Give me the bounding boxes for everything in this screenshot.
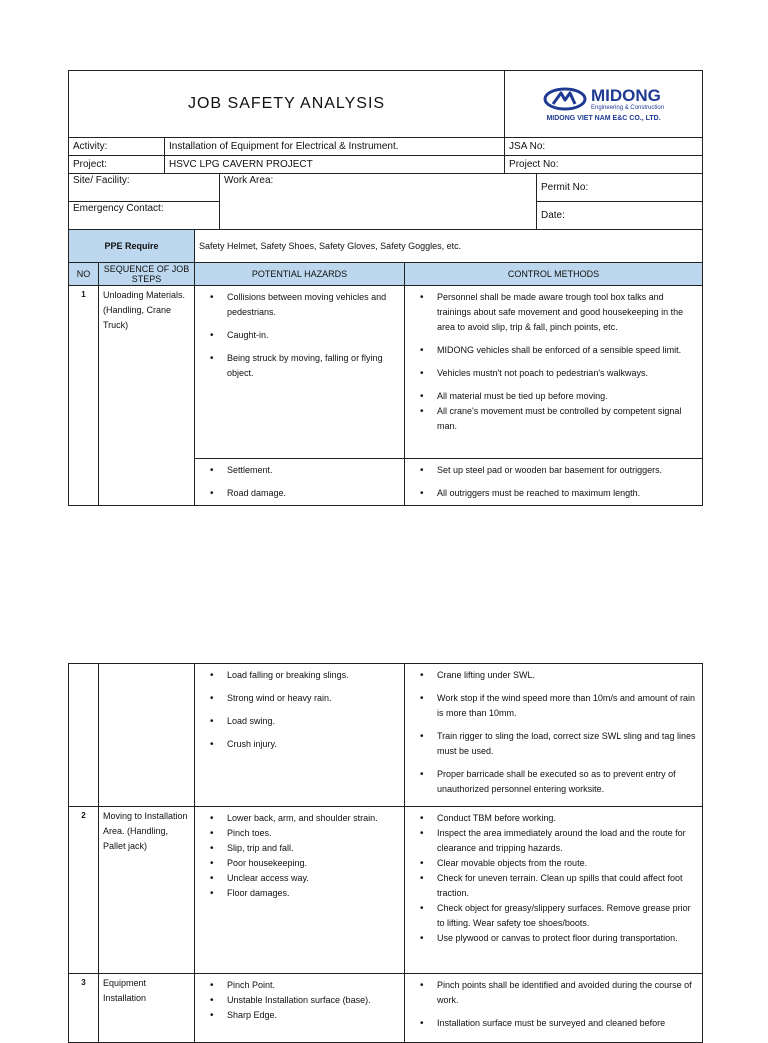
hazard-item: • Caught-in.	[199, 328, 400, 343]
hazards-cell	[195, 459, 405, 506]
jsa-page-2	[68, 663, 702, 1043]
control-item: • Check object for greasy/slippery surfaces. Remove grease prior to lifting. Wear safety toe shoes/boots.	[409, 901, 698, 931]
controls-cell	[405, 459, 703, 506]
table-row	[69, 807, 703, 974]
project-no-label: Project No:	[505, 156, 703, 174]
row-no: 1	[69, 286, 99, 506]
hazard-item: • Road damage.	[199, 486, 400, 501]
spacer	[199, 343, 400, 351]
hazard-item: • Sharp Edge.	[199, 1008, 400, 1023]
spacer	[409, 1008, 698, 1016]
control-item: • Crane lifting under SWL.	[409, 668, 698, 683]
spacer	[199, 729, 400, 737]
spacer	[409, 759, 698, 767]
jsa-page-1	[68, 70, 702, 506]
control-item: • Pinch points shall be identified and avoided during the course of work.	[409, 978, 698, 1008]
control-item: • Clear movable objects from the route.	[409, 856, 698, 871]
jsa-body-table	[68, 229, 703, 506]
control-item: • Installation surface must be surveyed and cleaned before	[409, 1016, 698, 1031]
emergency-contact-label: Emergency Contact:	[69, 202, 220, 230]
hazard-item: • Unclear access way.	[199, 871, 400, 886]
hazard-item: • Slip, trip and fall.	[199, 841, 400, 856]
table-row	[69, 664, 703, 807]
hazard-item: • Settlement.	[199, 463, 400, 478]
hazard-item: • Lower back, arm, and shoulder strain.	[199, 811, 400, 826]
ppe-label: PPE Require	[69, 230, 195, 263]
activity-label: Activity:	[69, 138, 165, 156]
hazard-item: • Unstable Installation surface (base).	[199, 993, 400, 1008]
control-item: • MIDONG vehicles shall be enforced of a sensible speed limit.	[409, 343, 698, 358]
project-value: HSVC LPG CAVERN PROJECT	[165, 156, 505, 174]
control-item: • Work stop if the wind speed more than 10m/s and amount of rain is more than 10mm.	[409, 691, 698, 721]
controls-cell	[405, 807, 703, 974]
control-item: • Personnel shall be made aware trough tool box talks and trainings about safe movement and good housekeeping in the area to avoid slip, trip & fall, pinch points, etc.	[409, 290, 698, 335]
spacer	[199, 683, 400, 691]
spacer	[199, 320, 400, 328]
row-steps: Moving to Installation Area. (Handling, Pallet jack)	[99, 807, 195, 974]
control-item: • Proper barricade shall be executed so as to prevent entry of unauthorized personnel entering worksite.	[409, 767, 698, 797]
hazard-item: • Load falling or breaking slings.	[199, 668, 400, 683]
work-area-label: Work Area:	[220, 174, 537, 230]
col-controls-header: CONTROL METHODS	[405, 263, 703, 286]
control-item: • Vehicles mustn't not poach to pedestrian's walkways.	[409, 366, 698, 381]
spacer	[409, 358, 698, 366]
hazards-cell	[195, 664, 405, 807]
ppe-value: Safety Helmet, Safety Shoes, Safety Gloves, Safety Goggles, etc.	[195, 230, 703, 263]
spacer	[199, 478, 400, 486]
control-item: • Check for uneven terrain. Clean up spills that could affect foot traction.	[409, 871, 698, 901]
control-item: • Use plywood or canvas to protect floor during transportation.	[409, 931, 698, 946]
control-item: • Train rigger to sling the load, correct size SWL sling and tag lines must be used.	[409, 729, 698, 759]
row-no: 2	[69, 807, 99, 974]
permit-no-label: Permit No:	[537, 174, 703, 202]
control-item: • Set up steel pad or wooden bar basement for outriggers.	[409, 463, 698, 478]
jsa-header-table	[68, 70, 703, 174]
controls-cell	[405, 974, 703, 1043]
midong-logo-icon	[543, 86, 587, 112]
controls-cell	[405, 664, 703, 807]
hazard-item: • Pinch toes.	[199, 826, 400, 841]
hazard-item: • Strong wind or heavy rain.	[199, 691, 400, 706]
spacer	[409, 478, 698, 486]
hazard-item: • Floor damages.	[199, 886, 400, 901]
hazard-item: • Collisions between moving vehicles and pedestrians.	[199, 290, 400, 320]
date-label: Date:	[537, 202, 703, 230]
spacer	[199, 706, 400, 714]
jsa-no-label: JSA No:	[505, 138, 703, 156]
row-steps	[99, 664, 195, 807]
hazard-item: • Poor housekeeping.	[199, 856, 400, 871]
control-item: • Conduct TBM before working.	[409, 811, 698, 826]
col-no-header: NO	[69, 263, 99, 286]
control-item: • All crane's movement must be controlled by competent signal man.	[409, 404, 698, 434]
row-steps: Unloading Materials. (Handling, Crane Truck)	[99, 286, 195, 506]
hazard-item: • Pinch Point.	[199, 978, 400, 993]
jsa-site-table	[68, 173, 703, 230]
document-title: JOB SAFETY ANALYSIS	[69, 71, 505, 138]
table-row	[69, 286, 703, 459]
control-item: • All outriggers must be reached to maximum length.	[409, 486, 698, 501]
spacer	[409, 683, 698, 691]
hazard-item: • Load swing.	[199, 714, 400, 729]
activity-value: Installation of Equipment for Electrical & Instrument.	[165, 138, 505, 156]
hazards-cell	[195, 807, 405, 974]
hazard-item: • Being struck by moving, falling or flying object.	[199, 351, 400, 381]
logo-company: MIDONG VIET NAM E&C CO., LTD.	[546, 115, 661, 122]
controls-cell	[405, 286, 703, 459]
spacer	[409, 381, 698, 389]
company-logo	[505, 71, 703, 138]
spacer	[409, 721, 698, 729]
row-no	[69, 664, 99, 807]
project-label: Project:	[69, 156, 165, 174]
row-no: 3	[69, 974, 99, 1043]
jsa-continuation-table	[68, 663, 703, 1043]
col-steps-header: SEQUENCE OF JOB STEPS	[99, 263, 195, 286]
logo-tagline: Engineering & Construction	[591, 104, 665, 111]
logo-brand: MIDONG	[591, 85, 661, 105]
spacer	[409, 335, 698, 343]
row-steps: Equipment Installation	[99, 974, 195, 1043]
col-hazards-header: POTENTIAL HAZARDS	[195, 263, 405, 286]
table-row	[69, 974, 703, 1043]
hazards-cell	[195, 286, 405, 459]
hazard-item: • Crush injury.	[199, 737, 400, 752]
control-item: • Inspect the area immediately around the load and the route for clearance and tripping hazards.	[409, 826, 698, 856]
site-facility-label: Site/ Facility:	[69, 174, 220, 202]
control-item: • All material must be tied up before moving.	[409, 389, 698, 404]
hazards-cell	[195, 974, 405, 1043]
